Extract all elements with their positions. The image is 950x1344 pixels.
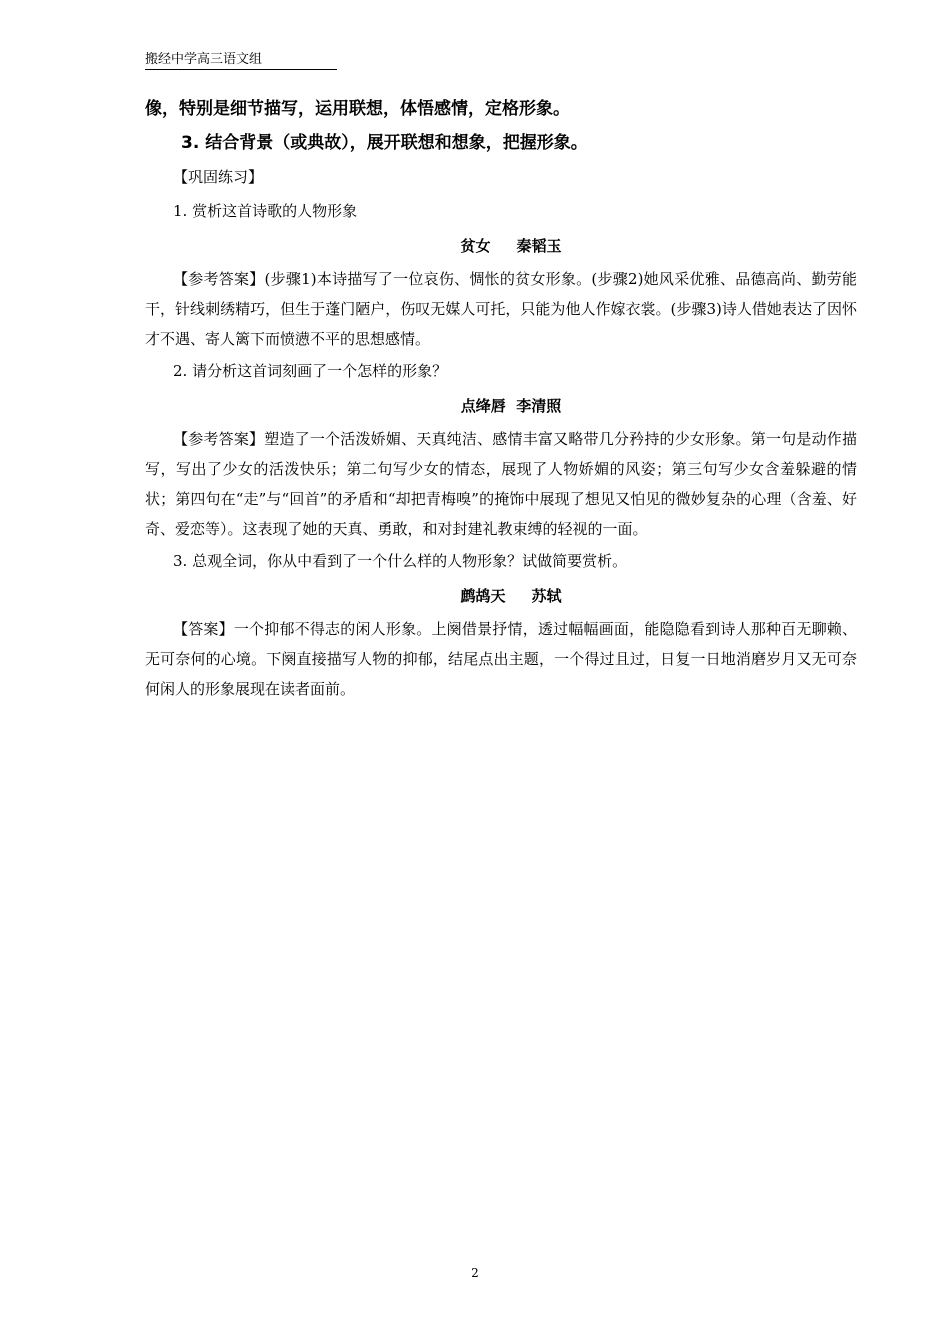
answer-label-3: 【答案】 xyxy=(173,620,234,638)
answer-2 xyxy=(145,424,857,544)
poem-title-3: 鹧鸪天 苏轼 xyxy=(460,587,562,605)
poem-title-2: 点绛唇 李清照 xyxy=(460,397,562,415)
answer-1 xyxy=(145,264,857,354)
page-number: 2 xyxy=(471,1266,479,1280)
document-body xyxy=(145,92,857,704)
answer-label-2: 【参考答案】 xyxy=(173,430,265,448)
answer-label-1: 【参考答案】 xyxy=(173,270,265,288)
poem-title-1: 贫女 秦韬玉 xyxy=(460,237,562,255)
intro-line-1: 像，特别是细节描写，运用联想，体悟感情，定格形象。 xyxy=(145,99,570,119)
intro-line-2: 3. 结合背景（或典故），展开联想和想象，把握形象。 xyxy=(181,133,588,153)
question-1: 1. 赏析这首诗歌的人物形象 xyxy=(173,202,358,220)
answer-text-3: 一个抑郁不得志的闲人形象。上阕借景抒情，透过幅幅画面，能隐隐看到诗人那种百无聊赖、无可奈何的心境。下阕直接描写人物的抑郁，结尾点出主题，一个得过且过，日复一日地消磨岁月又无可奈何闲人的形象展现在读者面前。 xyxy=(145,620,857,698)
question-3: 3. 总观全词，你从中看到了一个什么样的人物形象？试做简要赏析。 xyxy=(173,552,628,570)
page-header xyxy=(145,52,337,70)
answer-text-1: (步骤1)本诗描写了一位哀伤、惆怅的贫女形象。(步骤2)她风采优雅、品德高尚、勤劳能干，针线刺绣精巧，但生于蓬门陋户，伤叹无媒人可托，只能为他人作嫁衣裳。(步骤3)诗人借她表达了因怀才不遇、寄人篱下而愤懑不平的思想感情。 xyxy=(145,270,857,348)
header-school-name: 搬经中学高三语文组 xyxy=(145,52,263,67)
practice-heading: 【巩固练习】 xyxy=(173,168,264,186)
answer-3 xyxy=(145,614,857,704)
question-2: 2. 请分析这首词刻画了一个怎样的形象？ xyxy=(173,362,448,380)
answer-text-2: 塑造了一个活泼娇媚、天真纯洁、感情丰富又略带几分矜持的少女形象。第一句是动作描写，写出了少女的活泼快乐；第二句写少女的情态，展现了人物娇媚的风姿；第三句写少女含羞躲避的情状；第四句在“走”与“回首”的矛盾和“却把青梅嗅”的掩饰中展现了想见又怕见的微妙复杂的心理（含羞、好奇、爱恋等）。这表现了她的天真、勇敢，和对封建礼教束缚的轻视的一面。 xyxy=(145,430,857,538)
